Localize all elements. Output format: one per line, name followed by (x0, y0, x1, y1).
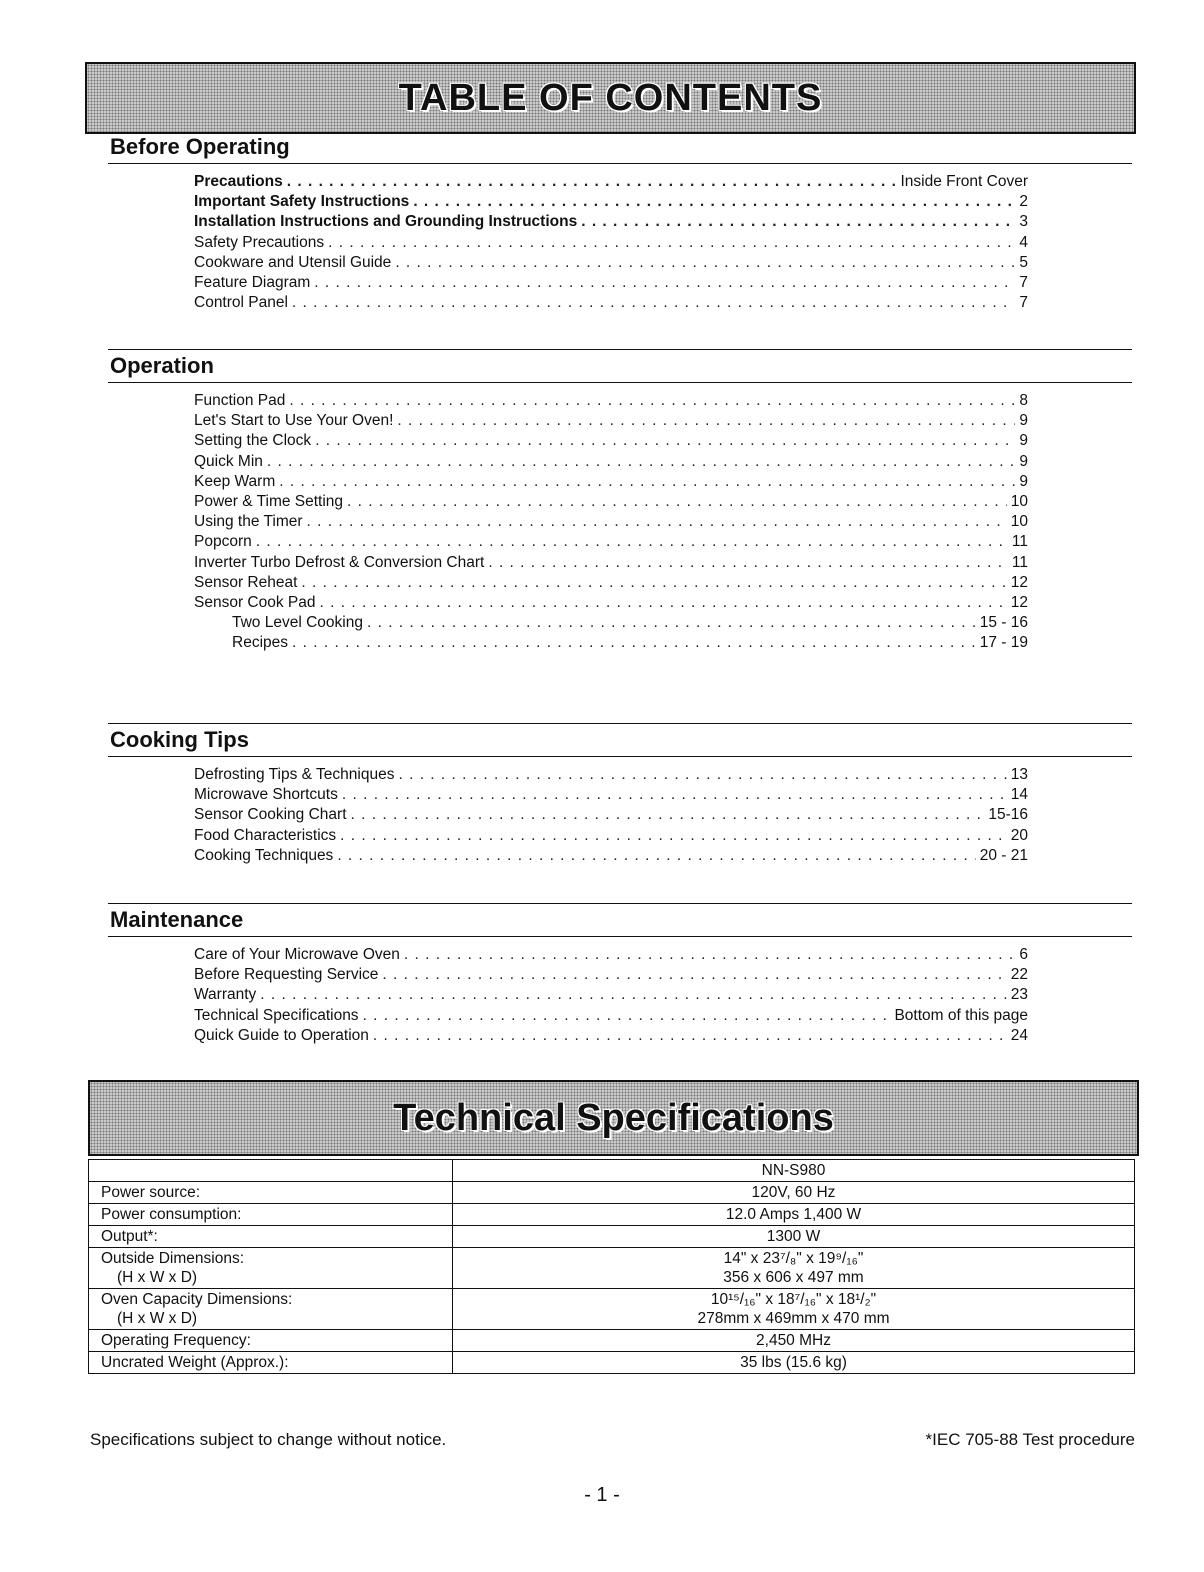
spec-value-cell (453, 1352, 1135, 1374)
toc-entry-title: Quick Min (194, 452, 263, 470)
toc-entry-page: 7 (1019, 294, 1028, 312)
spec-sublabel: (H x W x D) (117, 1310, 198, 1327)
dot-leader (398, 765, 1006, 785)
toc-entry-title: Using the Timer (194, 513, 303, 531)
toc-entry-title: Defrosting Tips & Techniques (194, 766, 395, 783)
section-heading: Before Operating (110, 134, 290, 159)
toc-entry-title: Precautions (194, 173, 283, 190)
toc-entry-page: 15-16 (988, 806, 1028, 824)
dot-leader (267, 452, 1015, 472)
dot-leader (279, 472, 1015, 492)
toc-entry-page: 9 (1019, 432, 1028, 450)
dot-leader (320, 593, 1007, 613)
toc-entry-list (194, 172, 1028, 313)
toc-entry-title: Power & Time Setting (194, 493, 344, 511)
dot-leader (307, 512, 1007, 532)
section-rule (108, 163, 1132, 164)
toc-entry[interactable] (194, 785, 1028, 805)
dot-leader (340, 826, 1007, 846)
toc-entry-title: Warranty (194, 986, 257, 1004)
toc-entry[interactable] (194, 1026, 1028, 1046)
spec-label-cell (89, 1226, 453, 1248)
dot-leader (314, 273, 1015, 293)
toc-entry-list (194, 765, 1028, 866)
spec-label-cell (89, 1330, 453, 1352)
toc-entry[interactable] (194, 293, 1028, 313)
toc-banner (85, 62, 1136, 134)
toc-entry-page: 11 (1011, 553, 1028, 571)
spec-label-cell (89, 1248, 453, 1289)
spec-label-cell (89, 1204, 453, 1226)
dot-leader (260, 985, 1006, 1005)
toc-entry-title: Setting the Clock (194, 432, 312, 450)
spec-label: Power source: (101, 1184, 201, 1201)
toc-entry-page: 14 (1010, 786, 1028, 804)
spec-label-cell (89, 1289, 453, 1330)
page-number: - 1 - (584, 1484, 620, 1506)
spec-banner (88, 1080, 1139, 1156)
toc-entry-page: Bottom of this page (894, 1006, 1028, 1024)
toc-entry-page: 17 - 19 (979, 634, 1028, 652)
toc-entry-page: 9 (1019, 412, 1028, 430)
toc-entry[interactable] (194, 431, 1028, 451)
spec-row (89, 1289, 1135, 1330)
spec-value-metric: 278mm x 469mm x 470 mm (697, 1310, 890, 1327)
toc-entry[interactable] (194, 945, 1028, 965)
dot-leader (404, 945, 1015, 965)
section-top-rule (108, 349, 1132, 350)
toc-entry-page: 4 (1019, 233, 1028, 251)
toc-entry-page: 24 (1010, 1026, 1028, 1044)
dot-leader (395, 253, 1015, 273)
spec-header-row (89, 1160, 1135, 1182)
toc-entry-page: 22 (1010, 966, 1028, 984)
spec-value: 14" x 23⁷/₈" x 19⁹/₁₆" (723, 1250, 864, 1267)
toc-entry[interactable] (194, 553, 1028, 573)
toc-entry-page: Inside Front Cover (900, 173, 1028, 190)
toc-entry-title: Two Level Cooking (232, 614, 363, 632)
dot-leader (292, 293, 1015, 313)
spec-label: Uncrated Weight (Approx.): (101, 1354, 289, 1371)
section-before-operating (108, 133, 1132, 313)
dot-leader (256, 532, 1008, 552)
spec-value-cell (453, 1289, 1135, 1330)
toc-entry[interactable] (194, 765, 1028, 785)
toc-entry[interactable] (194, 633, 1028, 653)
toc-entry[interactable] (194, 212, 1028, 232)
toc-entry-page: 11 (1011, 533, 1028, 551)
toc-entry-title: Function Pad (194, 392, 286, 409)
dot-leader (342, 785, 1007, 805)
toc-entry-title: Sensor Cooking Chart (194, 806, 347, 824)
toc-entry-title: Quick Guide to Operation (194, 1026, 369, 1044)
dot-leader (363, 1006, 891, 1026)
toc-entry-title: Recipes (232, 634, 288, 652)
spec-value-cell (453, 1248, 1135, 1289)
section-heading: Maintenance (110, 907, 244, 932)
toc-entry-page: 9 (1019, 452, 1028, 470)
section-rule (108, 382, 1132, 383)
toc-entry[interactable] (194, 965, 1028, 985)
spec-row (89, 1204, 1135, 1226)
toc-entry-title: Microwave Shortcuts (194, 786, 338, 804)
spec-value: 10¹⁵/₁₆" x 18⁷/₁₆" x 18¹/₂" (710, 1291, 877, 1308)
spec-value: 120V, 60 Hz (751, 1184, 836, 1201)
spec-label-cell (89, 1182, 453, 1204)
dot-leader (315, 431, 1015, 451)
toc-entry[interactable] (194, 172, 1028, 192)
spec-note-left: Specifications subject to change without notice. (90, 1430, 447, 1449)
dot-leader (292, 633, 976, 653)
section-cooking-tips (108, 723, 1132, 866)
toc-entry-page: 13 (1010, 766, 1028, 783)
toc-title: TABLE OF CONTENTS (398, 76, 823, 119)
dot-leader (382, 965, 1006, 985)
dot-leader (337, 846, 975, 866)
section-heading: Operation (110, 353, 214, 378)
dot-leader (328, 233, 1015, 253)
dot-leader (289, 391, 1015, 411)
dot-leader (347, 492, 1007, 512)
toc-entry-title: Control Panel (194, 294, 288, 312)
toc-entry-title: Sensor Cook Pad (194, 594, 316, 612)
spec-header-blank (89, 1160, 453, 1182)
toc-entry-page: 15 - 16 (979, 614, 1028, 632)
toc-entry[interactable] (194, 613, 1028, 633)
toc-entry[interactable] (194, 391, 1028, 411)
spec-row (89, 1182, 1135, 1204)
spec-value-metric: 356 x 606 x 497 mm (723, 1269, 864, 1286)
section-rule (108, 756, 1132, 757)
spec-row (89, 1248, 1135, 1289)
dot-leader (367, 613, 976, 633)
spec-value-cell (453, 1204, 1135, 1226)
spec-title: Technical Specifications (393, 1096, 834, 1139)
toc-entry-page: 12 (1010, 594, 1028, 612)
toc-entry[interactable] (194, 452, 1028, 472)
spec-value-cell (453, 1182, 1135, 1204)
toc-entry[interactable] (194, 826, 1028, 846)
spec-label: Output*: (101, 1228, 158, 1245)
toc-entry-title: Important Safety Instructions (194, 193, 410, 211)
spec-label: Power consumption: (101, 1206, 242, 1223)
spec-table (88, 1159, 1135, 1374)
spec-note-right: *IEC 705-88 Test procedure (925, 1430, 1135, 1449)
toc-entry-title: Cooking Techniques (194, 846, 334, 864)
toc-entry-title: Popcorn (194, 533, 252, 551)
toc-entry[interactable] (194, 472, 1028, 492)
toc-entry-title: Inverter Turbo Defrost & Conversion Chart (194, 553, 485, 571)
spec-row (89, 1226, 1135, 1248)
toc-entry-list (194, 391, 1028, 654)
spec-value-cell (453, 1226, 1135, 1248)
toc-entry-title: Installation Instructions and Grounding Instructions (194, 213, 578, 231)
toc-entry[interactable] (194, 573, 1028, 593)
dot-leader (287, 172, 897, 192)
toc-entry-page: 7 (1019, 274, 1028, 292)
toc-entry-title: Food Characteristics (194, 826, 337, 844)
toc-entry[interactable] (194, 846, 1028, 866)
toc-entry[interactable] (194, 192, 1028, 212)
toc-entry-title: Technical Specifications (194, 1006, 359, 1024)
toc-entry-page: 8 (1019, 392, 1028, 409)
spec-value-cell (453, 1330, 1135, 1352)
spec-label: Oven Capacity Dimensions: (101, 1291, 293, 1308)
section-maintenance (108, 903, 1132, 1046)
toc-entry[interactable] (194, 532, 1028, 552)
toc-entry-page: 2 (1019, 193, 1028, 211)
dot-leader (351, 805, 985, 825)
toc-entry-title: Let's Start to Use Your Oven! (194, 412, 394, 430)
spec-value: 2,450 MHz (756, 1332, 831, 1349)
spec-sublabel: (H x W x D) (117, 1269, 198, 1286)
toc-entry-page: 10 (1010, 493, 1028, 511)
toc-entry-title: Keep Warm (194, 472, 276, 490)
toc-entry-page: 20 (1010, 826, 1028, 844)
toc-entry-title: Cookware and Utensil Guide (194, 253, 392, 271)
section-top-rule (108, 903, 1132, 904)
toc-entry-page: 6 (1019, 946, 1028, 963)
spec-label-cell (89, 1352, 453, 1374)
spec-value: 1300 W (766, 1228, 821, 1245)
toc-entry-title: Before Requesting Service (194, 966, 379, 984)
spec-row (89, 1330, 1135, 1352)
toc-entry-list (194, 945, 1028, 1046)
toc-entry-title: Safety Precautions (194, 233, 325, 251)
toc-entry[interactable] (194, 1006, 1028, 1026)
toc-entry-page: 23 (1010, 986, 1028, 1004)
section-heading: Cooking Tips (110, 727, 249, 752)
spec-label: Outside Dimensions: (101, 1250, 245, 1267)
spec-notes (90, 1430, 1135, 1450)
spec-row (89, 1352, 1135, 1374)
toc-entry-page: 3 (1019, 213, 1028, 231)
dot-leader (488, 553, 1008, 573)
dot-leader (301, 573, 1006, 593)
section-top-rule (108, 723, 1132, 724)
toc-entry-page: 20 - 21 (979, 846, 1028, 864)
toc-entry-page: 10 (1010, 513, 1028, 531)
toc-entry-title: Care of Your Microwave Oven (194, 946, 400, 963)
toc-entry[interactable] (194, 273, 1028, 293)
toc-entry[interactable] (194, 985, 1028, 1005)
dot-leader (581, 212, 1015, 232)
spec-value: 12.0 Amps 1,400 W (725, 1206, 862, 1223)
section-rule (108, 936, 1132, 937)
section-operation (108, 349, 1132, 654)
toc-entry[interactable] (194, 593, 1028, 613)
spec-label: Operating Frequency: (101, 1332, 251, 1349)
dot-leader (397, 411, 1015, 431)
toc-entry[interactable] (194, 492, 1028, 512)
dot-leader (373, 1026, 1007, 1046)
toc-entry[interactable] (194, 411, 1028, 431)
toc-entry[interactable] (194, 233, 1028, 253)
toc-entry[interactable] (194, 512, 1028, 532)
toc-entry-page: 12 (1010, 573, 1028, 591)
toc-entry-page: 5 (1019, 253, 1028, 271)
toc-entry[interactable] (194, 805, 1028, 825)
spec-model: NN-S980 (453, 1160, 1135, 1182)
toc-entry-page: 9 (1019, 472, 1028, 490)
toc-entry[interactable] (194, 253, 1028, 273)
toc-entry-title: Sensor Reheat (194, 573, 298, 591)
spec-value: 35 lbs (15.6 kg) (740, 1354, 847, 1371)
dot-leader (413, 192, 1015, 212)
toc-entry-title: Feature Diagram (194, 274, 311, 292)
